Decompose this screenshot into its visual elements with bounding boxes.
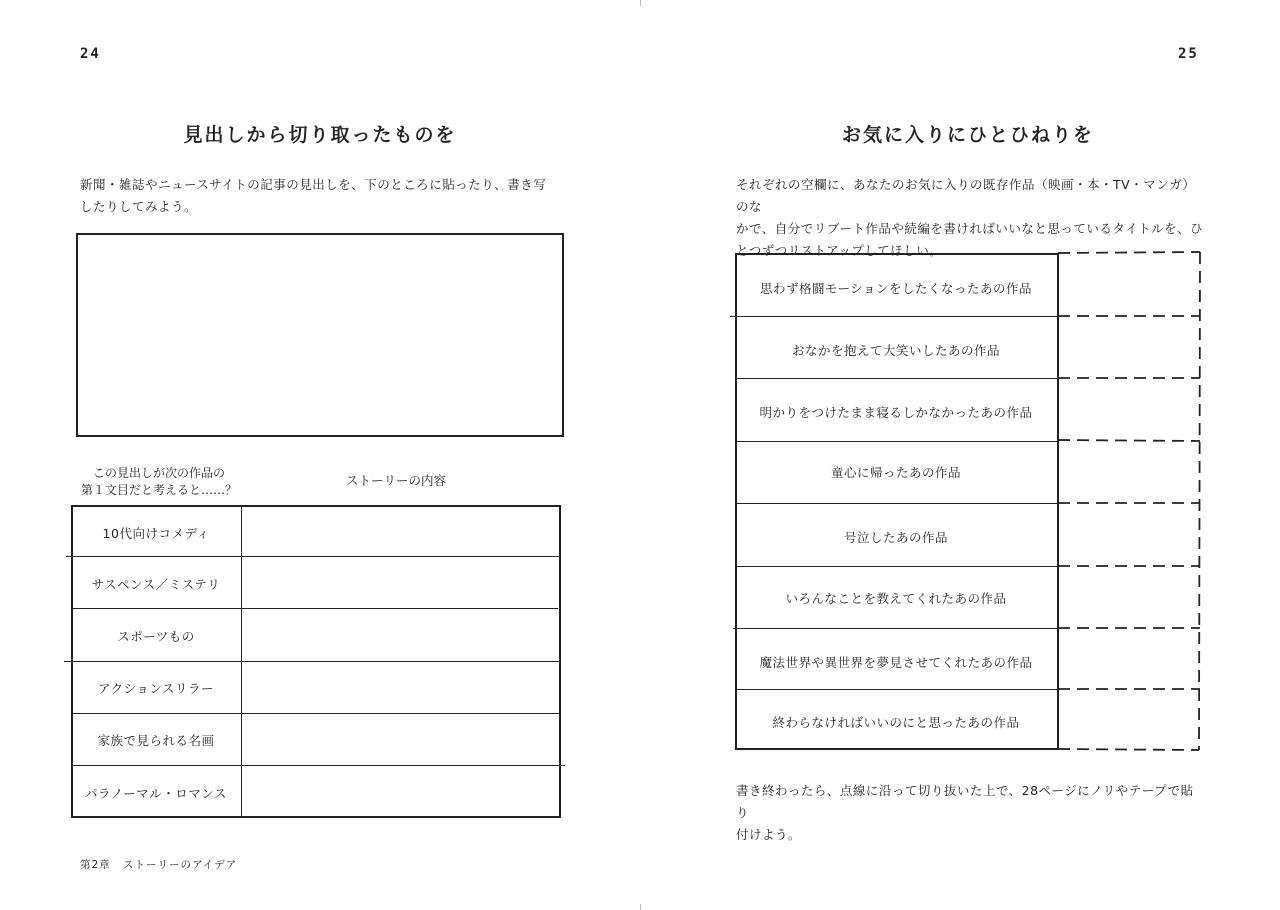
story-input-cell[interactable] bbox=[243, 509, 559, 555]
genre-label-suspense-mystery: サスペンス／ミステリ bbox=[91, 577, 221, 592]
right-page-title: お気に入りにひとひねりを bbox=[841, 124, 1094, 146]
left-intro-line2: したりしてみよう。 bbox=[80, 199, 198, 214]
right-intro-line2: かで、自分でリブート作品や続編を書ければいいなと思っているタイトルを、ひ bbox=[736, 221, 1204, 236]
favorites-row-divider bbox=[735, 503, 1057, 504]
left-footer bbox=[80, 857, 237, 872]
prompt-never-wanted-end: 終わらなければいいのにと思ったあの作品 bbox=[772, 715, 1020, 730]
favorites-row-divider bbox=[733, 628, 1057, 629]
prompt-dream-other-worlds: 魔法世界や異世界を夢見させてくれたあの作品 bbox=[759, 655, 1033, 670]
favorites-row-divider bbox=[730, 316, 1057, 317]
right-intro-line1: それぞれの空欄に、あなたのお気に入りの既存作品（映画・本・TV・マンガ）のな bbox=[736, 177, 1196, 214]
prompt-fight-motion: 思わず格闘モーションをしたくなったあの作品 bbox=[759, 281, 1032, 296]
story-table-row-divider bbox=[71, 608, 558, 609]
prompt-cried: 号泣したあの作品 bbox=[843, 530, 948, 545]
right-closing-instructions bbox=[736, 780, 1206, 846]
favorites-table bbox=[735, 253, 1058, 750]
left-page-number: 24 bbox=[80, 46, 101, 62]
genre-label-action-thriller: アクションスリラー bbox=[97, 681, 214, 696]
genre-label-paranormal-romance: パラノーマル・ロマンス bbox=[85, 786, 227, 801]
table-header-story-content: ストーリーの内容 bbox=[345, 473, 446, 488]
closing-line1: 書き終わったら、点線に沿って切り抜いた上で、28ページにノリやテープで貼り bbox=[736, 783, 1194, 820]
favorite-title-input[interactable] bbox=[1061, 569, 1197, 626]
favorite-title-input[interactable] bbox=[1061, 692, 1197, 748]
table-header-left-line1: この見出しが次の作品の bbox=[92, 466, 225, 480]
left-intro bbox=[80, 174, 560, 218]
favorite-title-input[interactable] bbox=[1061, 444, 1197, 501]
table-header-left-line2: 第１文目だと考えると……？ bbox=[80, 483, 237, 497]
story-input-cell[interactable] bbox=[243, 716, 559, 764]
table-header-first-line-question bbox=[74, 465, 244, 499]
story-input-cell[interactable] bbox=[243, 768, 559, 816]
trim-mark-top bbox=[640, 0, 641, 6]
prompt-slept-lights-on: 明かりをつけたまま寝るしかなかったあの作品 bbox=[759, 405, 1033, 420]
footer-chapter-title: ストーリーのアイデア bbox=[123, 859, 238, 871]
right-intro-line3: とつずつリストアップしてほしい。 bbox=[736, 243, 943, 258]
left-page-title: 見出しから切り取ったものを bbox=[183, 124, 457, 146]
story-table-row-divider bbox=[71, 713, 561, 714]
story-input-cell[interactable] bbox=[243, 664, 559, 712]
prompt-taught-many-things: いろんなことを教えてくれたあの作品 bbox=[785, 591, 1007, 606]
genre-label-sports: スポーツもの bbox=[117, 629, 195, 644]
favorite-title-input[interactable] bbox=[1061, 319, 1197, 376]
story-input-cell[interactable] bbox=[243, 559, 559, 607]
story-table-row-divider bbox=[66, 556, 561, 557]
story-table-row-divider bbox=[64, 661, 561, 662]
closing-line2: 付けよう。 bbox=[736, 827, 802, 842]
favorite-title-input[interactable] bbox=[1061, 506, 1197, 564]
story-input-cell[interactable] bbox=[243, 611, 559, 659]
right-page-number: 25 bbox=[1178, 46, 1199, 62]
footer-chapter: 第2章 bbox=[80, 859, 111, 871]
left-intro-line1: 新聞・雑誌やニュースサイトの記事の見出しを、下のところに貼ったり、書き写 bbox=[80, 177, 547, 192]
trim-mark-bottom bbox=[640, 904, 641, 910]
favorites-row-divider bbox=[735, 689, 1057, 690]
genre-label-family-film: 家族で見られる名画 bbox=[97, 733, 215, 748]
favorites-row-divider bbox=[735, 566, 1057, 567]
favorites-row-divider bbox=[735, 441, 1057, 442]
headline-paste-box[interactable] bbox=[76, 233, 564, 437]
favorite-title-input[interactable] bbox=[1061, 381, 1197, 439]
prompt-laughed-hard: おなかを抱えて大笑いしたあの作品 bbox=[791, 343, 1000, 358]
favorite-title-input[interactable] bbox=[1061, 631, 1197, 687]
favorite-title-input[interactable] bbox=[1061, 256, 1197, 314]
favorites-row-divider bbox=[735, 378, 1057, 379]
genre-label-teen-comedy: 10代向けコメディ bbox=[102, 526, 210, 541]
story-table-row-divider bbox=[71, 765, 565, 766]
prompt-felt-like-child: 童心に帰ったあの作品 bbox=[830, 465, 961, 480]
